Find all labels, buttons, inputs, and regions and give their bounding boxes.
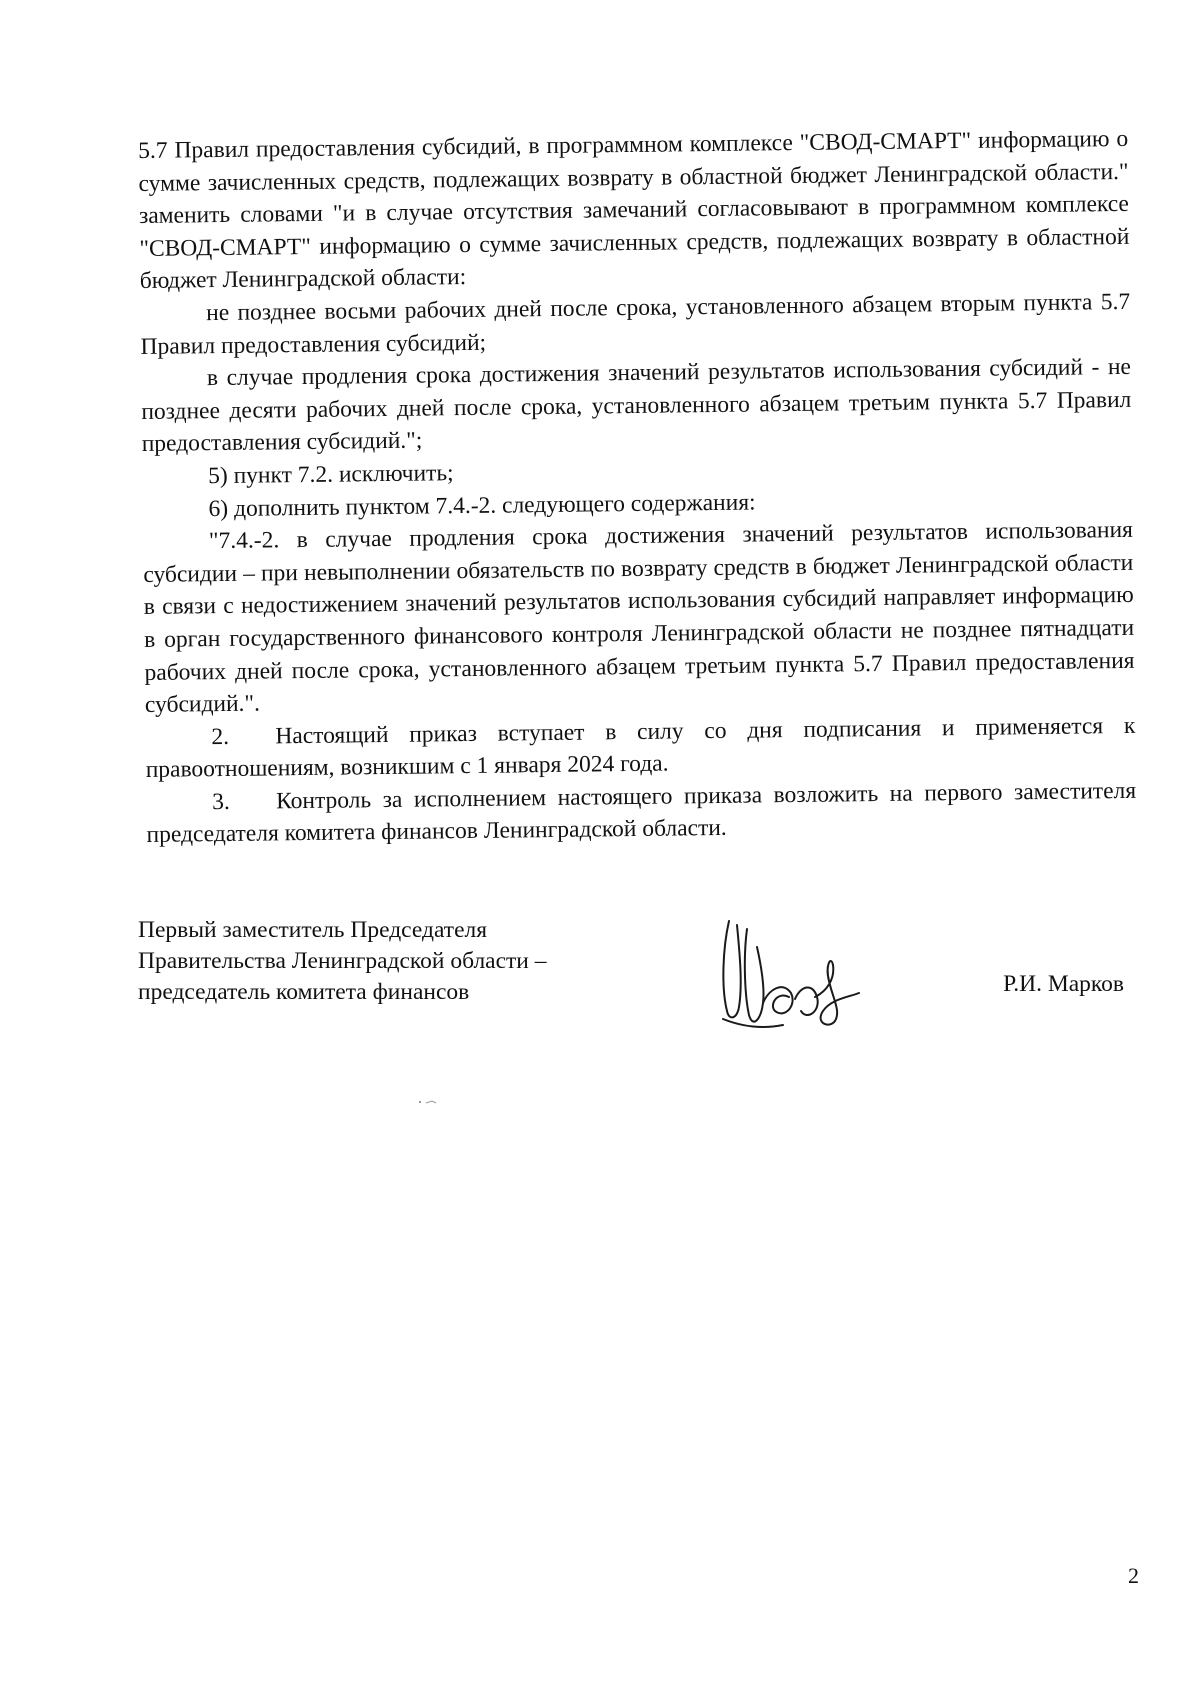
document-body [138, 123, 1137, 852]
signature-block [138, 915, 1128, 1055]
signatory-name: Р.И. Марков [1003, 971, 1124, 997]
clause-number: 3. [211, 788, 230, 816]
clause-3 [146, 775, 1137, 852]
paragraph-continuation: 5.7 Правил предоставления субсидий, в программном комплексе "СВОД-СМАРТ" информацию о сумме зачисленных средств, подлежащих возврату в областной бюджет Ленинградской области." заменить словами "и в случае отсутствия замечаний согласовывают в программном комплексе "СВОД-СМАРТ" информацию о сумме зачисленных средств, подлежащих возврату в областной бюджет Ленинградской области: [138, 125, 1130, 295]
signatory-title [138, 915, 658, 1008]
clause-text: Контроль за исполнением настоящего приказа возложить на первого заместителя председателя комитета финансов Ленинградской области. [146, 777, 1137, 849]
paragraph-point-7-4-2: "7.4.-2. в случае продления срока достижения значений результатов использования субсидии – при невыполнении обязательств по возврату средств в бюджет Ленинградской области в связи с недостижением значений результатов использования субсидий направляет информацию в орган государственного финансового контроля Ленинградской области не позднее пятнадцати рабочих дней после срока, установленного абзацем третьим пункта 5.7 Правил предоставления субсидий.". [143, 517, 1135, 719]
paragraph-deadline-ten-days: в случае продления срока достижения значений результатов использования субсидий - не позднее десяти рабочих дней после срока, установленного абзацем третьим пункта 5.7 Правил предоставления субсидий."; [141, 354, 1132, 458]
scan-speck [418, 1098, 440, 1106]
list-item-6: 6) дополнить пунктом 7.4.-2. следующего содержания: [208, 489, 756, 522]
paragraph-deadline-eight-days: не позднее восьми рабочих дней после срока, установленного абзацем вторым пункта 5.7 Правил предоставления субсидий; [140, 288, 1131, 360]
signatory-title-line: Первый заместитель Председателя [138, 917, 488, 943]
clause-number: 2. [211, 723, 230, 750]
page-number: 2 [1128, 1563, 1139, 1588]
clause-text: Настоящий приказ вступает в силу со дня подписания и применяется к правоотношениям, возникшим с 1 января 2024 года. [145, 712, 1136, 784]
clause-2 [145, 710, 1136, 787]
signatory-title-line: председатель комитета финансов [138, 979, 470, 1005]
signatory-title-line: Правительства Ленинградской области – [138, 948, 547, 974]
list-item-5: 5) пункт 7.2. исключить; [208, 460, 454, 490]
handwritten-signature [703, 907, 893, 1035]
